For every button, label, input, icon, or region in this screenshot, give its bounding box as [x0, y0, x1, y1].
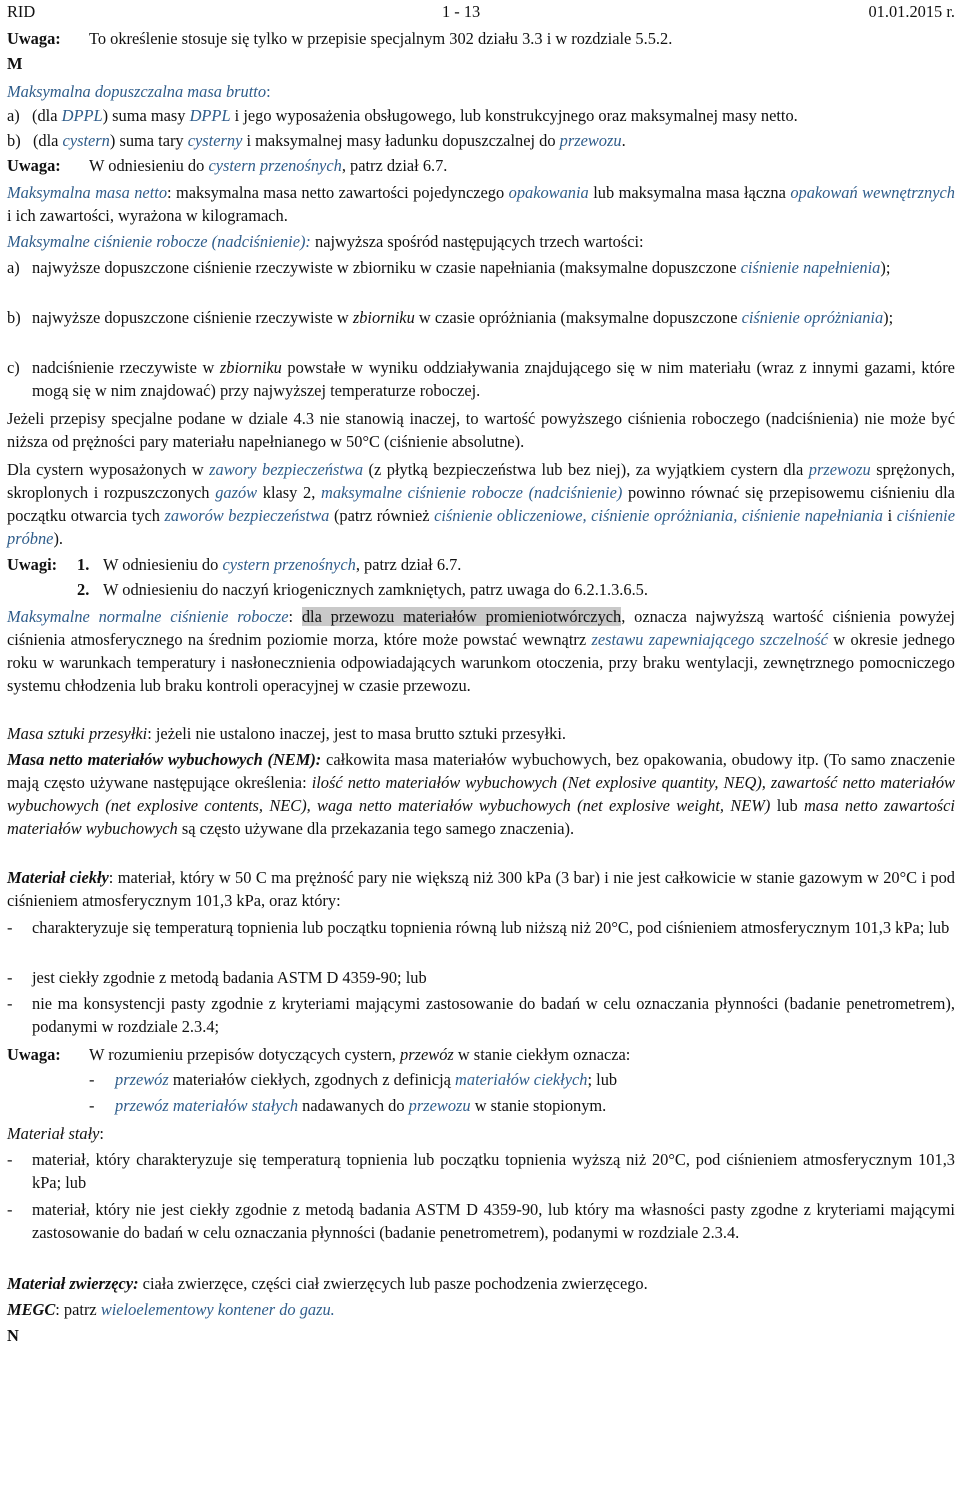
note-label: Uwaga: — [7, 29, 61, 48]
link-cystern-przenosnych[interactable]: cystern przenośnych — [208, 156, 342, 175]
link-przewoz[interactable]: przewóz — [115, 1070, 169, 1089]
link-przewozu[interactable]: przewozu — [408, 1096, 471, 1115]
term-mmn: Maksymalna masa netto — [7, 183, 168, 202]
link-opakowan-wewnetrznych[interactable]: opakowań wewnętrznych — [790, 183, 955, 202]
link-gazow[interactable]: gazów — [215, 483, 258, 502]
header-page-number: 1 - 13 — [442, 2, 481, 21]
definition-mc: Materiał ciekły: materiał, który w 50 C ma prężność pary nie większą niż 300 kPa (3 bar) i nie jest całkowicie w stanie gazowym w 20°C i pod ciśnieniem atmosferycznym 101,3 kPa, oraz który: — [7, 868, 955, 910]
link-przewoz-materialow-stalych[interactable]: przewóz materiałów stałych — [115, 1096, 299, 1115]
header-left: RID — [7, 2, 36, 21]
paragraph: Jeżeli przepisy specjalne podane w dziale 4.3 nie stanowią inaczej, to wartość powyższego ciśnienia roboczego (nadciśnienia) nie może być niższa od prężności pary materiału napełnianego w 50°C (ciśnienie absolutne). — [7, 409, 955, 451]
link-materialow-cieklych[interactable]: materiałów ciekłych — [455, 1070, 588, 1089]
term-megc: MEGC — [7, 1300, 56, 1319]
definition-mcr: Maksymalne ciśnienie robocze (nadciśnienie): najwyższa spośród następujących trzech wartości: — [7, 232, 644, 251]
note-text: To określenie stosuje się tylko w przepisie specjalnym 302 działu 3.3 i w rozdziale 5.5.2. — [89, 29, 673, 48]
link-cisnienie-napelnienia[interactable]: ciśnienie napełnienia — [740, 258, 881, 277]
section-letter-n: N — [7, 1326, 19, 1345]
definition-mncr: Maksymalne normalne ciśnienie robocze: dla przewozu materiałów promieniotwórczych, oznacza najwyższą wartość ciśnienia powyżej ciśnienia atmosferycznego na średnim poziomie morza, które może powstać wewnątrz zestawu zapewniającego szczelność w okresie jednego roku w warunkach temperatury i nasłonecznienia odpowiadających warunkom otoczenia, przy braku wentylacji, zewnętrznego pomocniczego systemu chłodzenia lub braku kontroli operacyjnej w czasie przewozu. — [7, 607, 956, 695]
definition-nem: Masa netto materiałów wybuchowych (NEM): całkowita masa materiałów wybuchowych, bez opakowania, obudowy itp. (To samo znaczenie mają często używane następujące określenia: ilość netto materiałów wybuchowych (Net explosive quantity, NEQ), zawartość netto materiałów wybuchowych (net explosive contents, NEC), waga netto materiałów wybuchowych (net explosive weight, NEW) lub masa netto zawartości materiałów wybuchowych są często używane dla przekazania tego samego znaczenia). — [7, 750, 955, 838]
link-cisnienie-oproznania[interactable]: ciśnienie opróżniania — [741, 308, 884, 327]
definition-mz: Materiał zwierzęcy: ciała zwierzęce, części ciał zwierzęcych lub pasze pochodzenia zwierzęcego. — [7, 1274, 648, 1293]
term-mc: Materiał ciekły — [7, 868, 109, 887]
link-zawory[interactable]: zawory bezpieczeństwa — [209, 460, 364, 479]
definition-mmn: Maksymalna masa netto: maksymalna masa netto zawartości pojedynczego opakowania lub maksymalna masa łączna opakowań wewnętrznych i ich zawartości, wyrażona w kilogramach. — [7, 183, 955, 225]
header-date: 01.01.2015 r. — [868, 2, 955, 21]
definition-term-mdb: Maksymalna dopuszczalna masa brutto: — [7, 82, 271, 101]
term-mncr: Maksymalne normalne ciśnienie robocze — [7, 607, 289, 626]
term-mcr: Maksymalne ciśnienie robocze (nadciśnienie): — [7, 232, 311, 251]
term-ms: Materiał stały — [7, 1124, 100, 1143]
section-letter-m: M — [7, 54, 23, 73]
link-zestaw[interactable]: zestawu zapewniającego szczelność — [591, 630, 828, 649]
term-mz: Materiał zwierzęcy: — [7, 1274, 139, 1293]
list-item: a) (dla DPPL) suma masy DPPL i jego wyposażenia obsługowego, lub konstrukcyjnego oraz maksymalnej masy netto. — [7, 106, 798, 125]
definition-megc: MEGC: patrz wieloelementowy kontener do gazu. — [7, 1300, 335, 1319]
link-mcr[interactable]: maksymalne ciśnienie robocze (nadciśnienie) — [321, 483, 623, 502]
link-zaworow[interactable]: zaworów bezpieczeństwa — [164, 506, 330, 525]
link-cisnienie-probne[interactable]: ciśnienie próbne — [7, 506, 955, 548]
link-cystern[interactable]: cystern — [62, 131, 110, 150]
link-dppl[interactable]: DPPL — [61, 106, 103, 125]
highlighted-text: dla przewozu materiałów promieniotwórczych — [301, 607, 622, 626]
term-mss: Masa sztuki przesyłki — [7, 724, 148, 743]
link-opakowania[interactable]: opakowania — [508, 183, 589, 202]
definition-ms: Materiał stały: — [7, 1124, 104, 1143]
term-mdb: Maksymalna dopuszczalna masa brutto — [7, 82, 267, 101]
paragraph: Dla cystern wyposażonych w zawory bezpieczeństwa (z płytką bezpieczeństwa lub bez niej), za wyjątkiem cystern dla przewozu sprężonych, skroplonych i rozpuszczonych gazów klasy 2, maksymalne ciśnienie robocze (nadciśnienie) powinno równać się przepisowemu ciśnieniu dla początku otwarcia tych zaworów bezpieczeństwa (patrz również ciśnienie obliczeniowe, ciśnienie opróżniania, ciśnienie napełniania i ciśnienie próbne). — [7, 460, 955, 548]
list-item: b) (dla cystern) suma tary cysterny i maksymalnej masy ładunku dopuszczalnej do przewozu. — [7, 131, 626, 150]
definition-mss: Masa sztuki przesyłki: jeżeli nie ustalono inaczej, jest to masa brutto sztuki przesyłki. — [7, 724, 566, 743]
link-przewozu[interactable]: przewozu — [808, 460, 871, 479]
page-header — [7, 0, 955, 24]
link-dppl-2[interactable]: DPPL — [189, 106, 231, 125]
link-cysterny[interactable]: cysterny — [187, 131, 243, 150]
link-wieloelementowy-kontener[interactable]: wieloelementowy kontener do gazu. — [100, 1300, 335, 1319]
term-nem: Masa netto materiałów wybuchowych (NEM): — [7, 750, 322, 769]
link-przewozu[interactable]: przewozu — [559, 131, 622, 150]
link-cisnienia[interactable]: ciśnienie obliczeniowe, ciśnienie opróżniania, ciśnienie napełniania — [434, 506, 884, 525]
link-cystern-przenosnych[interactable]: cystern przenośnych — [222, 555, 356, 574]
